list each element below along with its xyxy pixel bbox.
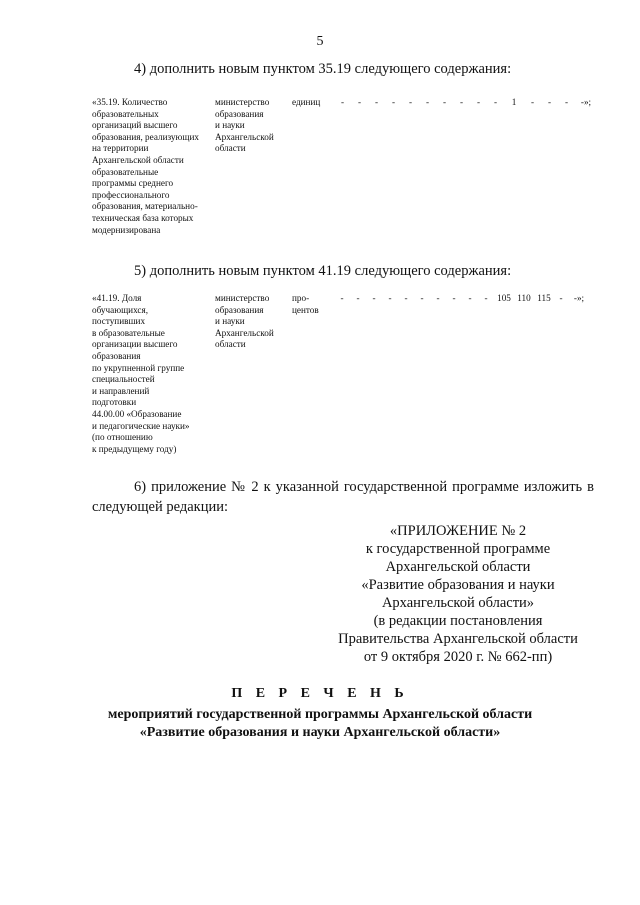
row-35-19-unit: единиц	[292, 97, 321, 107]
page-number: 5	[316, 34, 324, 49]
row-41-19-responsible: министерство образования и науки Архангельской области	[215, 293, 274, 350]
document-subheading: мероприятий государственной программы Архангельской области «Развитие образования и науки Архангельской области»	[107, 707, 533, 740]
document-heading: П Е Р Е Ч Е Н Ь	[231, 686, 409, 701]
row-41-19-values: - - - - - - - - - - 105 110 115 - -»;	[340, 293, 585, 303]
row-35-19-values: - - - - - - - - - - 1 - - - -»;	[340, 97, 592, 107]
row-41-19-unit: про- центов	[292, 293, 319, 315]
item-5-intro: 5) дополнить новым пунктом 41.19 следующего содержания:	[134, 263, 512, 279]
row-35-19-responsible: министерство образования и науки Архангельской области	[215, 97, 274, 154]
item-4-intro: 4) дополнить новым пунктом 35.19 следующего содержания:	[134, 61, 512, 77]
item-6-text: 6) приложение № 2 к указанной государственной программе изложить в следующей редакции:	[92, 479, 594, 515]
appendix-header: «ПРИЛОЖЕНИЕ № 2 к государственной программе Архангельской области «Развитие образования и науки Архангельской области» (в редакции постановления Правительства Архангельской области от 9 октября 2020 г. № 662-пп)	[338, 523, 578, 665]
row-41-19-name: «41.19. Доля обучающихся, поступивших в образовательные организации высшего образования по укрупненной группе специальностей и направлений подготовки 44.00.00 «Образование и педагогические науки» (по отношению к предыдущему году)	[92, 293, 190, 454]
row-35-19-name: «35.19. Количество образовательных организаций высшего образования, реализующих на территории Архангельской области образовательные программы среднего профессионального образования, материально- техническая база которых модернизирована	[92, 97, 199, 235]
